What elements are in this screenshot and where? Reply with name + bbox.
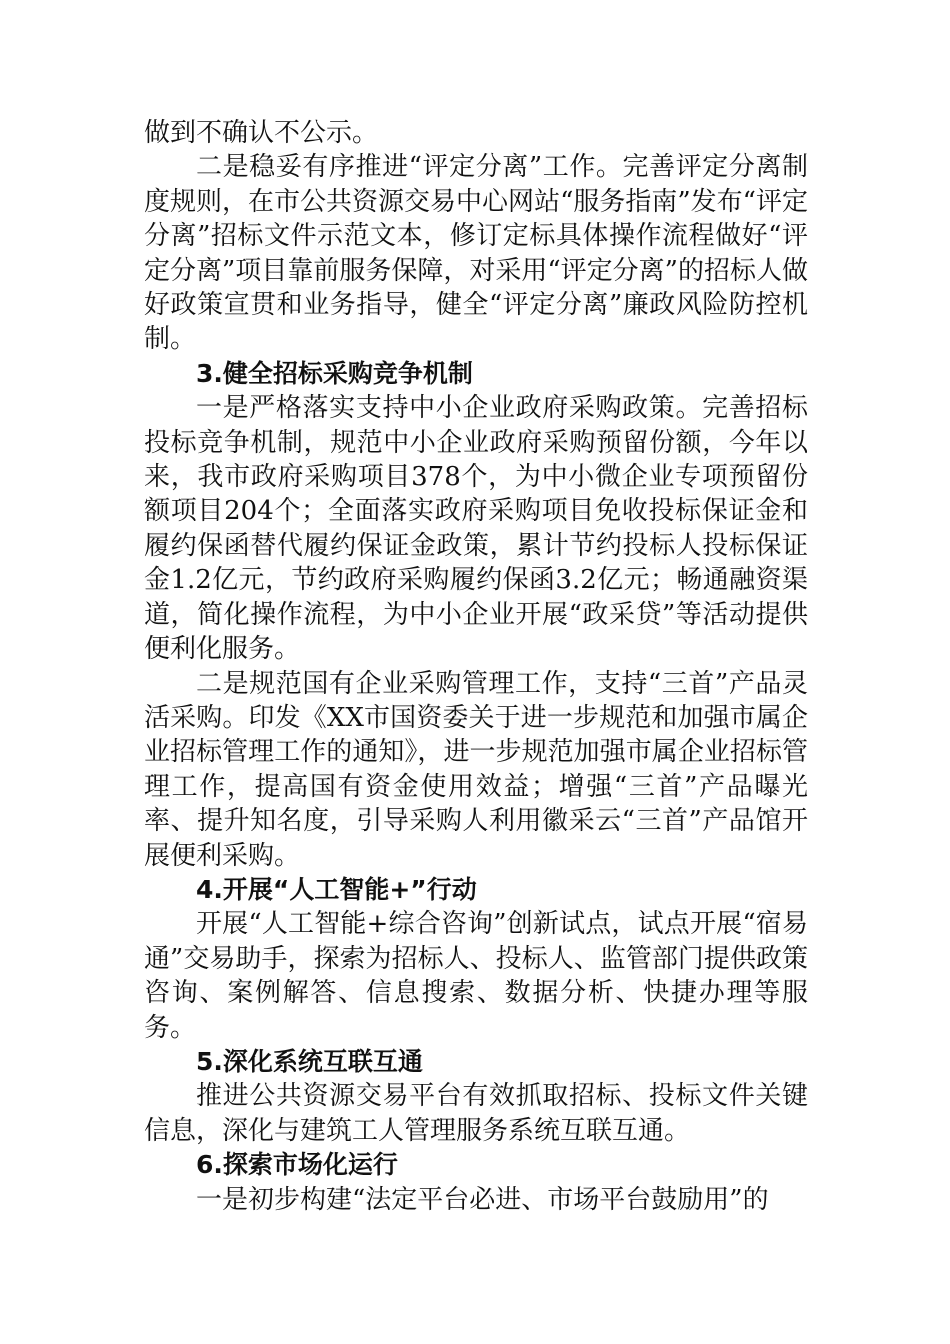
section-heading-5: 5.深化系统互联互通 bbox=[196, 1046, 423, 1076]
paragraph-market-operation: 一是初步构建“法定平台必进、市场平台鼓励用”的 bbox=[196, 1184, 769, 1215]
paragraph-soe-procurement: 二是规范国有企业采购管理工作，支持“三首”产品灵活采购。印发《XX市国资委关于进一步规范和加强市属企业招标管理工作的通知》，进一步规范加强市属企业招标管理工作，提高国有资金使用效益；增强“三首”产品曝光率、提升知名度，引导采购人利用徽采云“三首”产品馆开展便利采购。 bbox=[144, 668, 808, 871]
section-heading-6: 6.探索市场化运行 bbox=[196, 1150, 398, 1180]
paragraph-continuation: 做到不确认不公示。 bbox=[144, 118, 379, 148]
paragraph-sme-procurement: 一是严格落实支持中小企业政府采购政策。完善招标投标竞争机制，规范中小企业政府采购预留份额，今年以来，我市政府采购项目378个，为中小微企业专项预留份额项目204个；全面落实政府采购项目免收投标保证金和履约保函替代履约保证金政策，累计节约投标人投标保证金1.2亿元，节约政府采购履约保函3.2亿元；畅通融资渠道，简化操作流程，为中小企业开展“政采贷”等活动提供便利化服务。 bbox=[144, 393, 808, 665]
paragraph-evaluation-separation: 二是稳妥有序推进“评定分离”工作。完善评定分离制度规则，在市公共资源交易中心网站“服务指南”发布“评定分离”招标文件示范文本，修订定标具体操作流程做好“评定分离”项目靠前服务保障，对采用“评定分离”的招标人做好政策宣贯和业务指导，健全“评定分离”廉政风险防控机制。 bbox=[144, 152, 808, 355]
paragraph-ai-consulting: 开展“人工智能+综合咨询”创新试点，试点开展“宿易通”交易助手，探索为招标人、投标人、监管部门提供政策咨询、案例解答、信息搜索、数据分析、快捷办理等服务。 bbox=[144, 909, 808, 1043]
section-heading-3: 3.健全招标采购竞争机制 bbox=[196, 358, 473, 388]
document-body bbox=[144, 116, 808, 1217]
section-heading-4: 4.开展“人工智能+”行动 bbox=[196, 874, 477, 904]
paragraph-system-interconnection: 推进公共资源交易平台有效抓取招标、投标文件关键信息，深化与建筑工人管理服务系统互联互通。 bbox=[144, 1081, 808, 1146]
